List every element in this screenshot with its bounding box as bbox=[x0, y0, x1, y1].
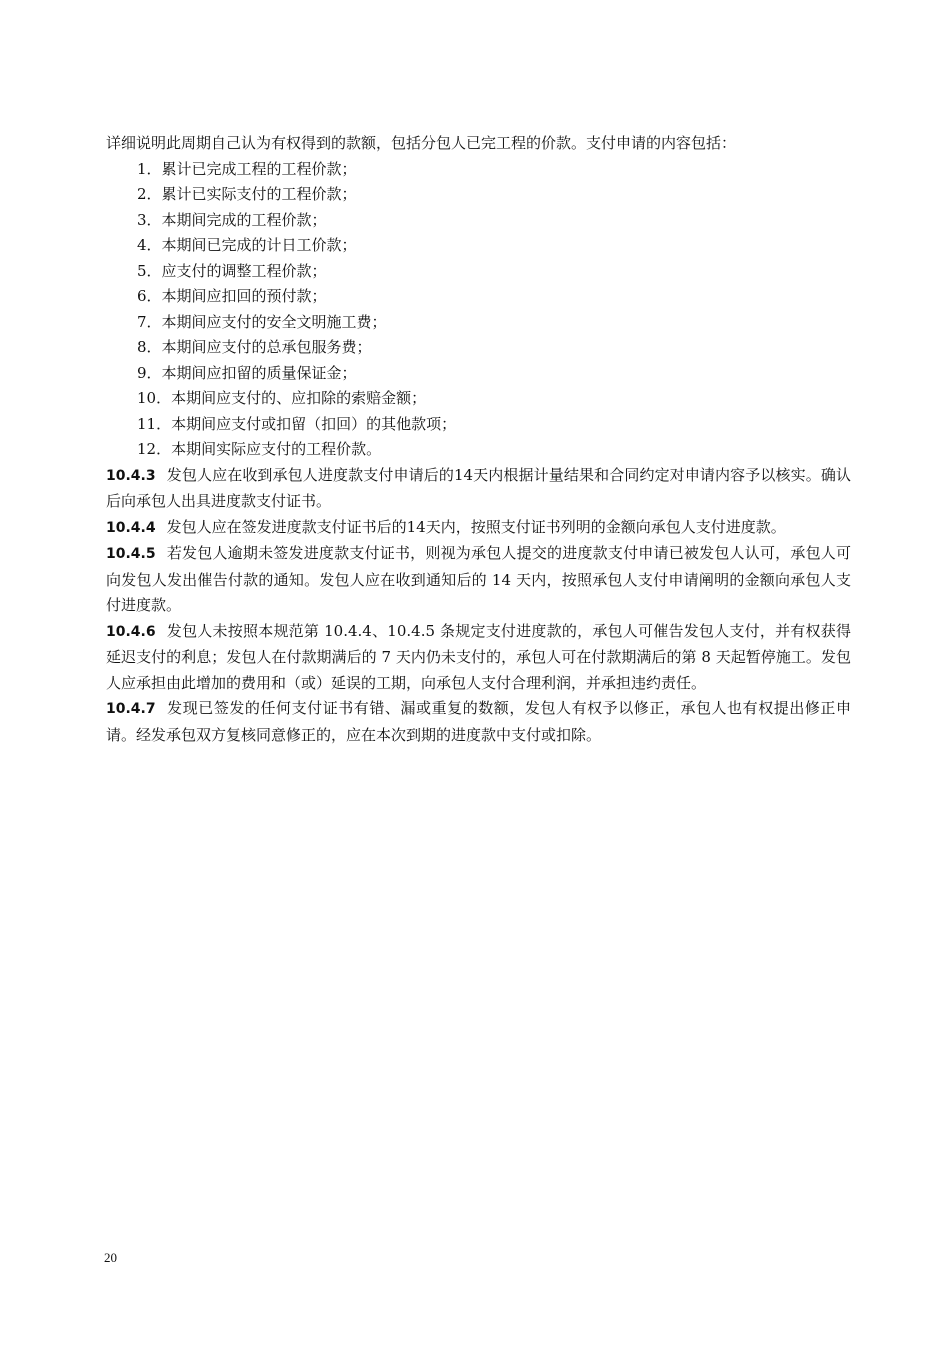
list-item: 3．本期间完成的工程价款； bbox=[137, 210, 327, 229]
list-item: 10．本期间应支付的、应扣除的索赔金额； bbox=[137, 389, 427, 407]
list-item: 9．本期间应扣留的质量保证金； bbox=[137, 363, 357, 382]
clause-number: 10.4.5 bbox=[106, 546, 156, 562]
list-item: 6．本期间应扣回的预付款； bbox=[137, 287, 327, 305]
list-item: 12．本期间实际应支付的工程价款。 bbox=[137, 440, 382, 458]
clause-text: 发包人未按照本规范第 10.4.4、10.4.5 条规定支付进度款的，承包人可催告发包人支付，并有权获得延迟支付的利息；发包人在付款期满后的 7 天内仍未支付的，承包人可在付款期满后的第 8 天起暂停施工。发包人应承担由此增加的费用和（或）延误的工期，向承包人支付合理利润，并承担违约责任。 bbox=[106, 621, 851, 692]
list-item: 1．累计已完成工程的工程价款； bbox=[137, 159, 357, 178]
clause-number: 10.4.7 bbox=[106, 701, 156, 717]
clause-text: 若发包人逾期未签发进度款支付证书，则视为承包人提交的进度款支付申请已被发包人认可，承包人可向发包人发出催告付款的通知。发包人应在收到通知后的 14 天内，按照承包人支付申请阐明的金额向承包人支付进度款。 bbox=[106, 544, 851, 614]
list-item: 2．累计已实际支付的工程价款； bbox=[137, 185, 357, 203]
payment-application-list bbox=[106, 157, 851, 463]
list-item: 4．本期间已完成的计日工价款； bbox=[137, 236, 357, 254]
intro-paragraph: 详细说明此周期自己认为有权得到的款额，包括分包人已完工程的价款。支付申请的内容包括： bbox=[106, 134, 737, 152]
clause-10-4-6 bbox=[106, 619, 851, 697]
list-item: 11．本期间应支付或扣留（扣回）的其他款项； bbox=[137, 414, 457, 433]
page-number: 20 bbox=[104, 1250, 117, 1265]
list-item: 8．本期间应支付的总承包服务费； bbox=[137, 338, 372, 356]
clause-10-4-3 bbox=[106, 463, 851, 515]
clause-number: 10.4.4 bbox=[106, 519, 156, 536]
list-item: 5．应支付的调整工程价款； bbox=[137, 261, 327, 280]
document-body bbox=[106, 131, 851, 748]
clause-10-4-4 bbox=[106, 515, 851, 542]
clause-number: 10.4.3 bbox=[106, 467, 156, 484]
clause-10-4-5 bbox=[106, 541, 851, 619]
clause-10-4-7 bbox=[106, 696, 851, 748]
clause-text: 发包人应在签发进度款支付证书后的14天内，按照支付证书列明的金额向承包人支付进度款。 bbox=[166, 517, 786, 536]
clause-text: 发现已签发的任何支付证书有错、漏或重复的数额，发包人有权予以修正，承包人也有权提出修正申请。经发承包双方复核同意修正的，应在本次到期的进度款中支付或扣除。 bbox=[106, 699, 851, 744]
clause-text: 发包人应在收到承包人进度款支付申请后的14天内根据计量结果和合同约定对申请内容予以核实。确认后向承包人出具进度款支付证书。 bbox=[106, 465, 851, 510]
clause-number: 10.4.6 bbox=[106, 623, 156, 640]
list-item: 7．本期间应支付的安全文明施工费； bbox=[137, 312, 387, 331]
